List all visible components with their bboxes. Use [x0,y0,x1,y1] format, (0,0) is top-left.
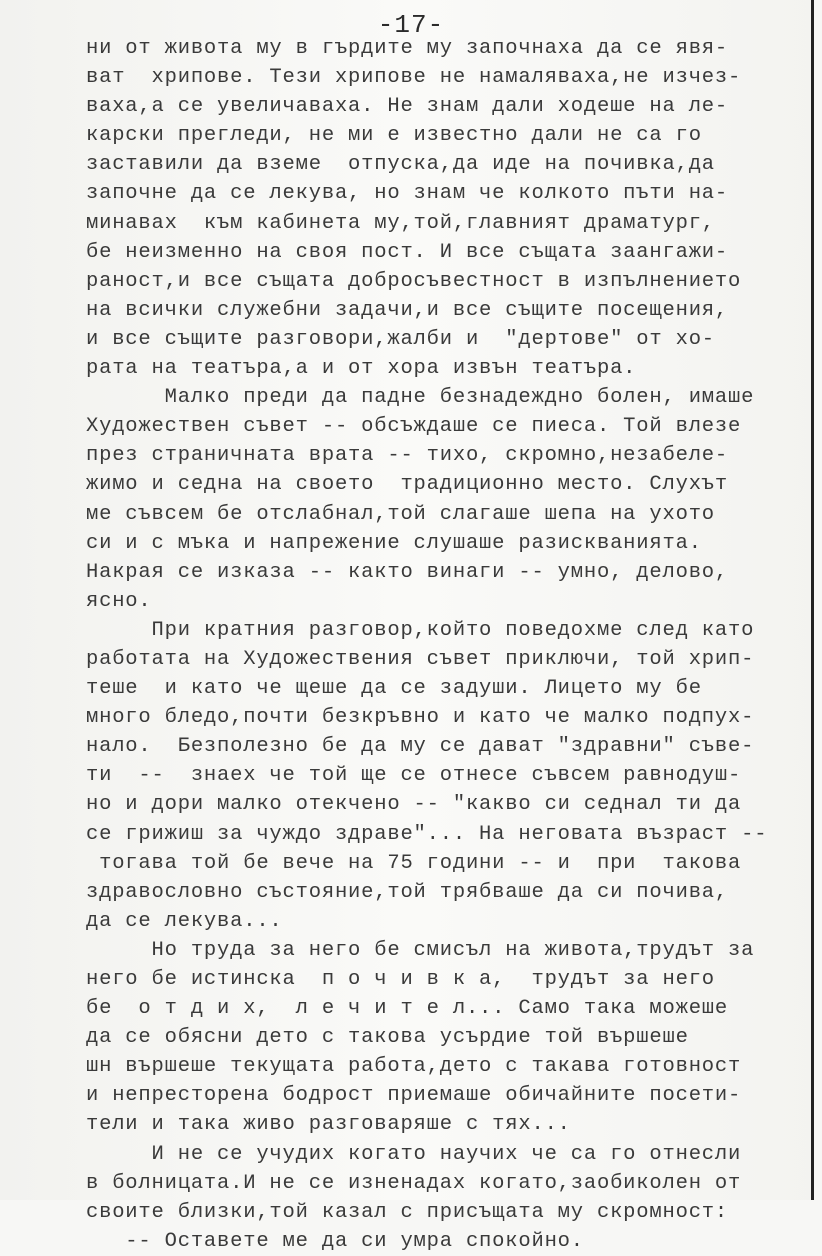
text-line: ват хрипове. Тези хрипове не намаляваха,не изчез- [86,66,742,90]
text-line: през страничната врата -- тихо, скромно,незабеле- [86,444,728,468]
text-line: но и дори малко отекчено -- "какво си седнал ти да [86,793,742,817]
text-line: работата на Художествения съвет приключи, той хрип- [86,647,755,671]
text-line: минавах към кабинета му,той,главният драматург, [86,211,715,235]
text-line: При кратния разговор,който поведохме след като [86,618,755,642]
text-line: шн вършеше текущата работа,дето с такава готовност [86,1055,742,1079]
text-line: ти -- знаех че той ще се отнесе съвсем равнодуш- [86,764,742,788]
text-line: ясно. [86,589,152,613]
text-line: И не се учудих когато научих че са го отнесли [86,1142,742,1166]
text-line: нало. Безполезно бе да му се дават "здравни" съве- [86,735,755,759]
typewritten-text [86,34,806,1256]
text-line: карски прегледи, не ми е известно дали не са го [86,124,702,148]
text-line: жимо и седна на своето традиционно место. Слухът [86,473,728,497]
text-line: започне да се лекува, но знам че колкото пъти на- [86,182,728,206]
text-line: Накрая се изказа -- както винаги -- умно, делово, [86,560,728,584]
text-line: Но труда за него бе смисъл на живота,трудът за [86,938,755,962]
text-line: бе о т д и х, л е ч и т е л... Само така можеше [86,997,728,1021]
text-line: на всички служебни задачи,и все същите посещения, [86,298,728,322]
text-line: раност,и все същата добросъвестност в изпълнението [86,269,742,293]
text-line: ни от живота му в гърдите му започнаха да се явя- [86,37,728,60]
scan-margin [814,0,822,1200]
text-line: и непресторена бодрост приемаше обичайните посети- [86,1084,742,1108]
text-line: ваха,а се увеличаваха. Не знам дали ходеше на ле- [86,95,728,119]
text-line: бе неизменно на своя пост. И все същата заангажи- [86,240,728,264]
text-line: и все същите разговори,жалби и "дертове" от хо- [86,327,715,351]
text-line: се грижиш за чуждо здраве"... На неговата възраст -- [86,822,768,846]
text-line: си и с мъка и напрежение слушаше разискванията. [86,531,702,555]
text-line: тогава той бе вече на 75 години -- и при такова [86,851,742,875]
text-line: своите близки,той казал с присъщата му скромност: [86,1200,728,1224]
text-line: заставили да вземе отпуска,да иде на почивка,да [86,153,715,177]
text-line: да се лекува... [86,909,283,933]
text-line: Малко преди да падне безнадеждно болен, имаше [86,386,755,410]
text-line: много бледо,почти безкръвно и като че малко подпух- [86,706,755,730]
text-line: рата на театъра,а и от хора извън театъра. [86,357,637,381]
text-line: тели и така живо разговаряше с тях... [86,1113,571,1137]
text-line: да се обясни дето с такова усърдие той вършеше [86,1026,689,1050]
text-line: здравословно състояние,той трябваше да си почива, [86,880,728,904]
scan-edge-line [811,0,814,1200]
text-line: теше и като че щеше да се задуши. Лицето му бе [86,677,702,701]
text-line: него бе истинска п о ч и в к а, трудът за него [86,968,715,991]
page-number: -17- [377,10,445,40]
text-line: -- Оставете ме да си умра спокойно. [86,1229,584,1253]
text-line: в болницата.И не се изненадах когато,заобиколен от [86,1171,742,1195]
text-line: Художествен съвет -- обсъждаше се пиеса. Той влезе [86,415,742,439]
text-line: ме съвсем бе отслабнал,той слагаше шепа на ухото [86,502,715,526]
